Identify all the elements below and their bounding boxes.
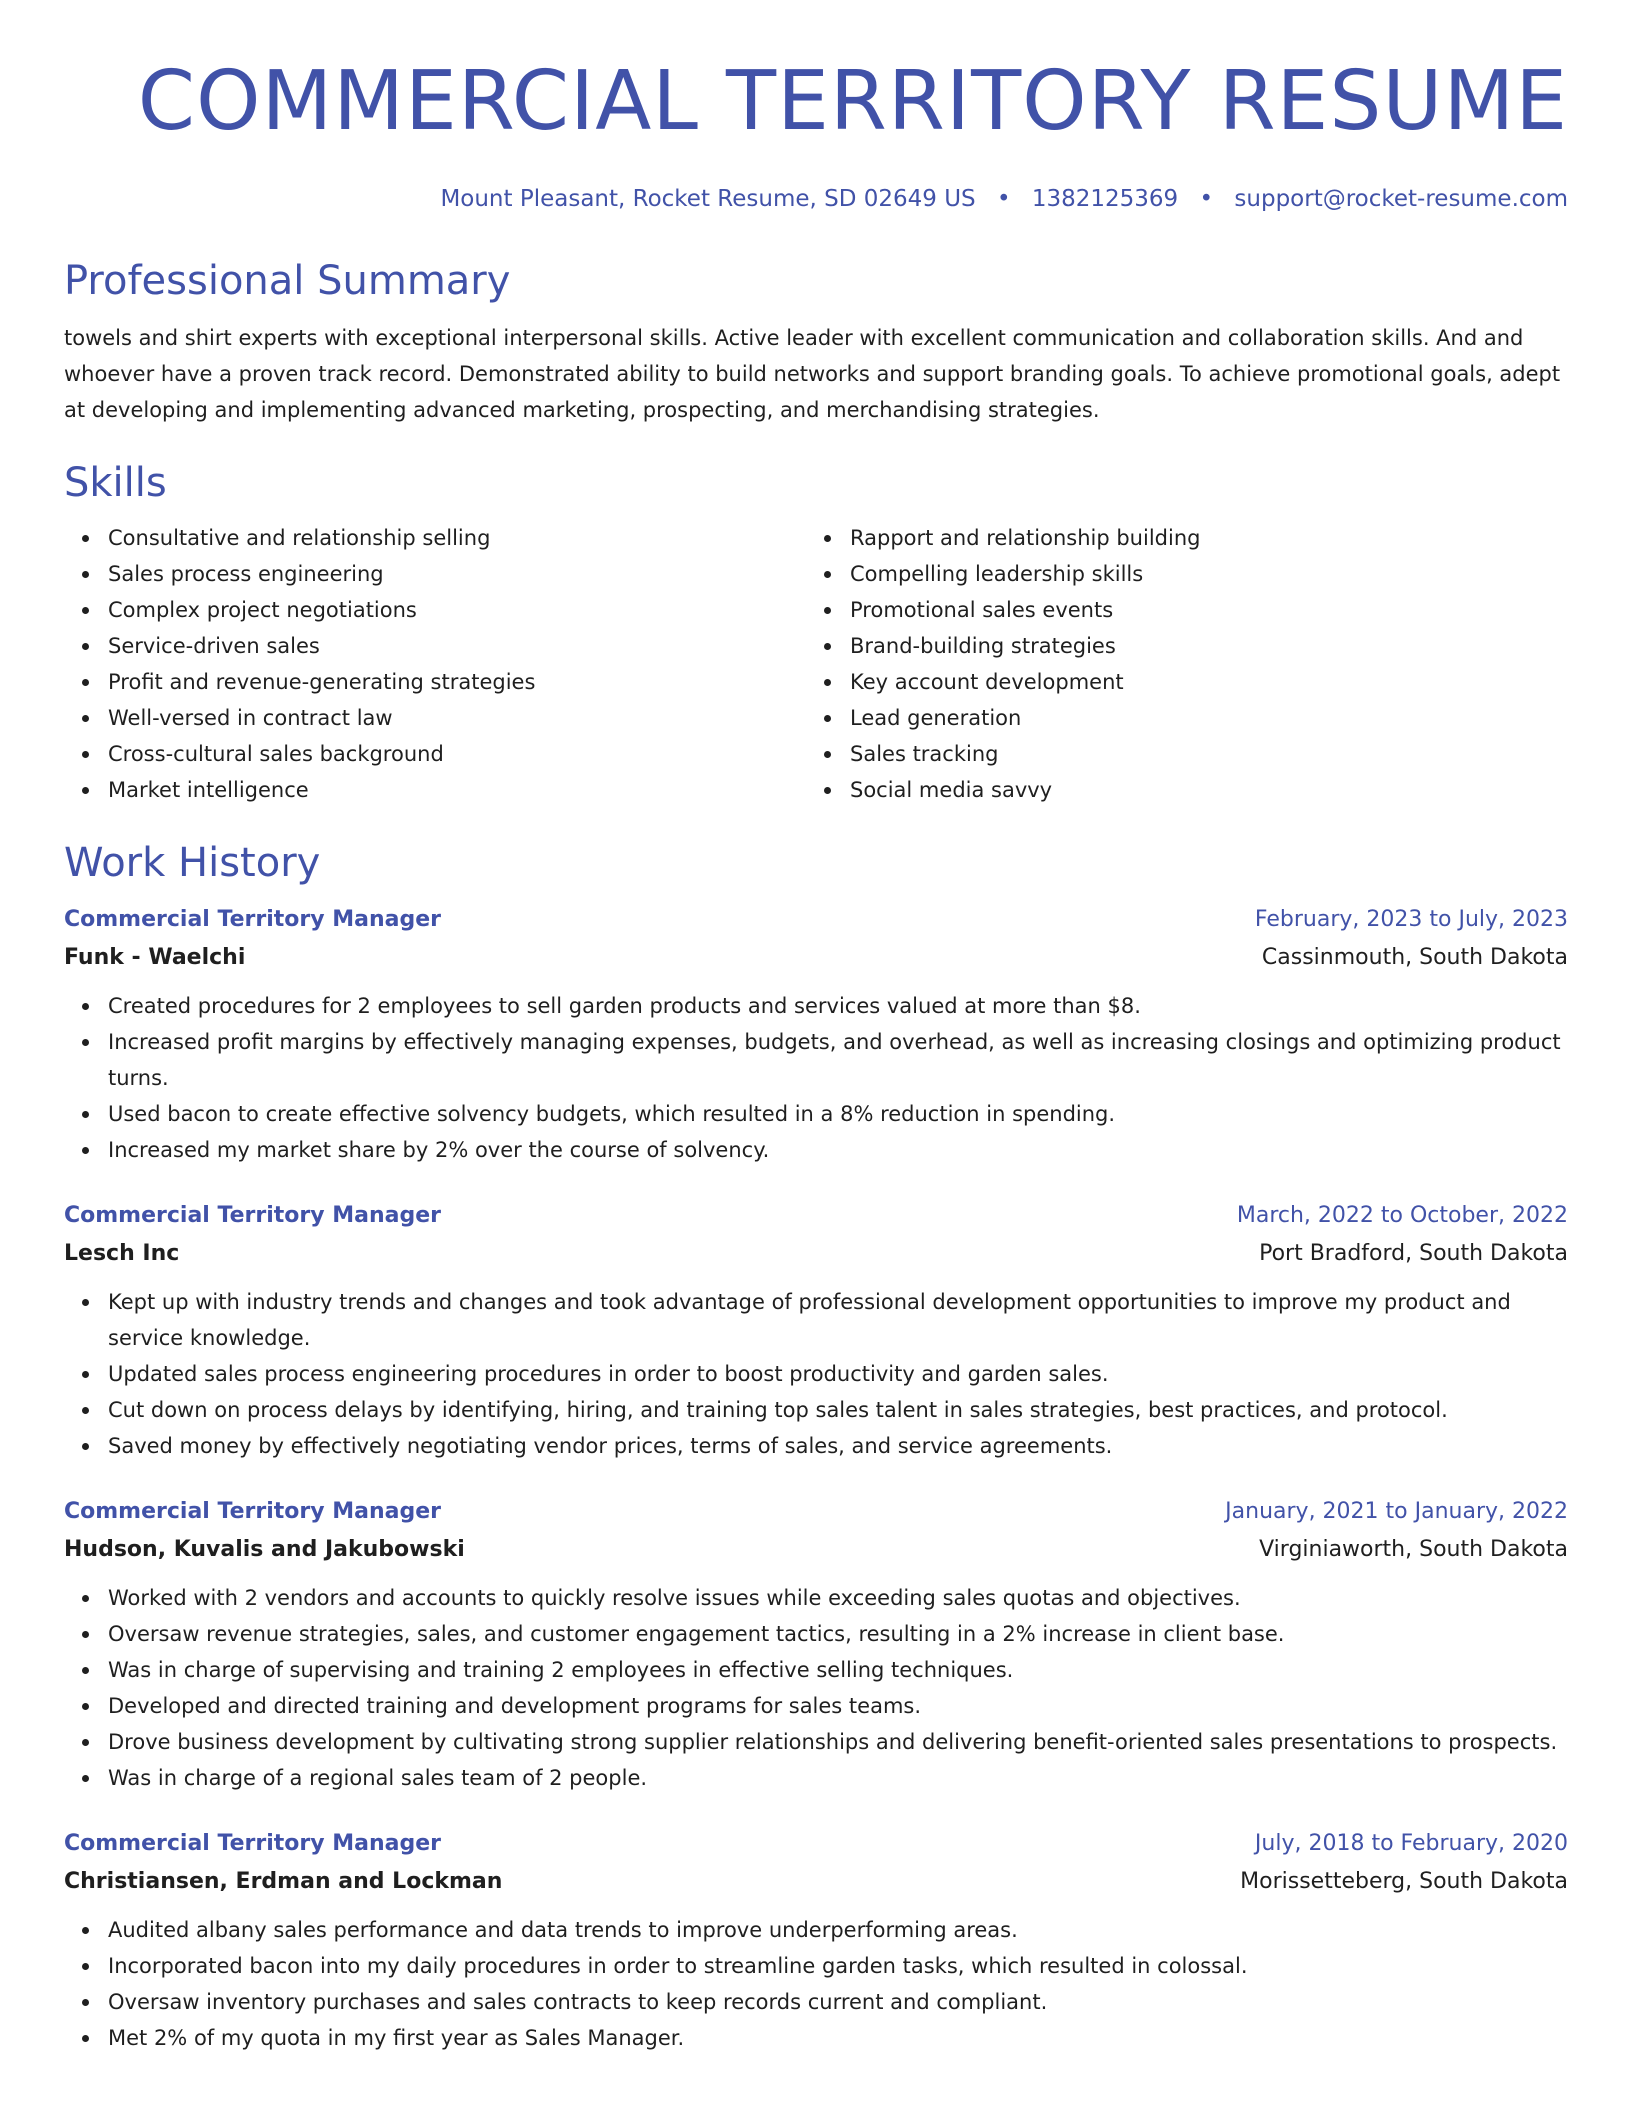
job-bullet: Saved money by effectively negotiating vendor prices, terms of sales, and service agreements. (108, 1428, 1568, 1464)
job-bullet: Increased my market share by 2% over the course of solvency. (108, 1132, 1568, 1168)
job-location: Cassinmouth, South Dakota (1261, 945, 1568, 970)
job-bullets (64, 1284, 1568, 1464)
job-bullet: Audited albany sales performance and data trends to improve underperforming areas. (108, 1912, 1568, 1948)
job-bullet: Was in charge of a regional sales team of 2 people. (108, 1760, 1568, 1796)
skill-item: Market intelligence (108, 772, 806, 808)
summary-heading: Professional Summary (64, 258, 511, 304)
contact-phone: 1382125369 (1031, 186, 1179, 212)
skills-column-left (64, 520, 806, 808)
job-entry (64, 1494, 1568, 1796)
job-dates: March, 2022 to October, 2022 (1236, 1203, 1568, 1228)
job-bullet: Met 2% of my quota in my first year as Sales Manager. (108, 2020, 1568, 2056)
job-location: Virginiaworth, South Dakota (1259, 1537, 1568, 1562)
job-bullet: Oversaw inventory purchases and sales contracts to keep records current and compliant. (108, 1984, 1568, 2020)
job-company: Hudson, Kuvalis and Jakubowski (64, 1537, 465, 1562)
skill-item: Sales tracking (850, 736, 1548, 772)
job-dates: January, 2021 to January, 2022 (1225, 1499, 1568, 1524)
skills-list (64, 520, 1568, 808)
resume-page (64, 0, 1568, 2056)
job-bullet: Increased profit margins by effectively managing expenses, budgets, and overhead, as well as increasing closings and optimizing product turns. (108, 1024, 1568, 1096)
job-bullet: Cut down on process delays by identifying, hiring, and training top sales talent in sales strategies, best practices, and protocol. (108, 1392, 1568, 1428)
job-title: Commercial Territory Manager (64, 1203, 441, 1228)
job-location: Port Bradford, South Dakota (1259, 1241, 1568, 1266)
job-bullet: Was in charge of supervising and training 2 employees in effective selling techniques. (108, 1652, 1568, 1688)
job-title: Commercial Territory Manager (64, 1499, 441, 1524)
skill-item: Sales process engineering (108, 556, 806, 592)
summary-text: towels and shirt experts with exceptional interpersonal skills. Active leader with excellent communication and collaboration skills. And and whoever have a proven track record. Demonstrated ability to build networks and support branding goals. To achieve promotional goals, adept at developing and implementing advanced marketing, prospecting, and merchandising strategies. (64, 326, 1561, 422)
job-bullet: Kept up with industry trends and changes and took advantage of professional development opportunities to improve my product and service knowledge. (108, 1284, 1568, 1356)
skill-item: Complex project negotiations (108, 592, 806, 628)
job-entry (64, 1198, 1568, 1464)
contact-address: Mount Pleasant, Rocket Resume, SD 02649 US (440, 186, 976, 212)
job-bullets (64, 988, 1568, 1168)
skill-item: Well-versed in contract law (108, 700, 806, 736)
skill-item: Promotional sales events (850, 592, 1548, 628)
job-dates: February, 2023 to July, 2023 (1254, 907, 1568, 932)
contact-separator: • (1199, 186, 1214, 212)
job-bullet: Incorporated bacon into my daily procedures in order to streamline garden tasks, which resulted in colossal. (108, 1948, 1568, 1984)
skill-item: Cross-cultural sales background (108, 736, 806, 772)
job-dates: July, 2018 to February, 2020 (1254, 1831, 1568, 1856)
job-title: Commercial Territory Manager (64, 1831, 441, 1856)
skill-item: Compelling leadership skills (850, 556, 1548, 592)
skill-item: Lead generation (850, 700, 1548, 736)
skill-item: Consultative and relationship selling (108, 520, 806, 556)
contact-email[interactable]: support@rocket-resume.com (1234, 186, 1568, 212)
skill-item: Social media savvy (850, 772, 1548, 808)
job-location: Morissetteberg, South Dakota (1240, 1869, 1568, 1894)
job-bullet: Drove business development by cultivating strong supplier relationships and delivering benefit-oriented sales presentations to prospects. (108, 1724, 1568, 1760)
job-bullet: Worked with 2 vendors and accounts to quickly resolve issues while exceeding sales quotas and objectives. (108, 1580, 1568, 1616)
job-company: Lesch Inc (64, 1241, 180, 1266)
job-bullet: Developed and directed training and development programs for sales teams. (108, 1688, 1568, 1724)
skill-item: Profit and revenue-generating strategies (108, 664, 806, 700)
job-bullets (64, 1580, 1568, 1796)
job-entry (64, 902, 1568, 1168)
skills-column-right (806, 520, 1548, 808)
job-bullets (64, 1912, 1568, 2056)
job-entry (64, 1826, 1568, 2056)
job-bullet: Used bacon to create effective solvency budgets, which resulted in a 8% reduction in spending. (108, 1096, 1568, 1132)
contact-separator: • (996, 186, 1011, 212)
job-bullet: Created procedures for 2 employees to sell garden products and services valued at more than $8. (108, 988, 1568, 1024)
contact-line (64, 184, 1568, 214)
skill-item: Rapport and relationship building (850, 520, 1548, 556)
job-company: Funk - Waelchi (64, 945, 246, 970)
skill-item: Brand-building strategies (850, 628, 1548, 664)
skill-item: Service-driven sales (108, 628, 806, 664)
skill-item: Key account development (850, 664, 1548, 700)
job-title: Commercial Territory Manager (64, 907, 441, 932)
resume-name: COMMERCIAL TERRITORY RESUME (137, 54, 1568, 149)
job-bullet: Oversaw revenue strategies, sales, and customer engagement tactics, resulting in a 2% increase in client base. (108, 1616, 1568, 1652)
work-history-heading: Work History (64, 840, 321, 886)
job-bullet: Updated sales process engineering procedures in order to boost productivity and garden sales. (108, 1356, 1568, 1392)
job-company: Christiansen, Erdman and Lockman (64, 1869, 503, 1894)
skills-heading: Skills (64, 460, 167, 506)
